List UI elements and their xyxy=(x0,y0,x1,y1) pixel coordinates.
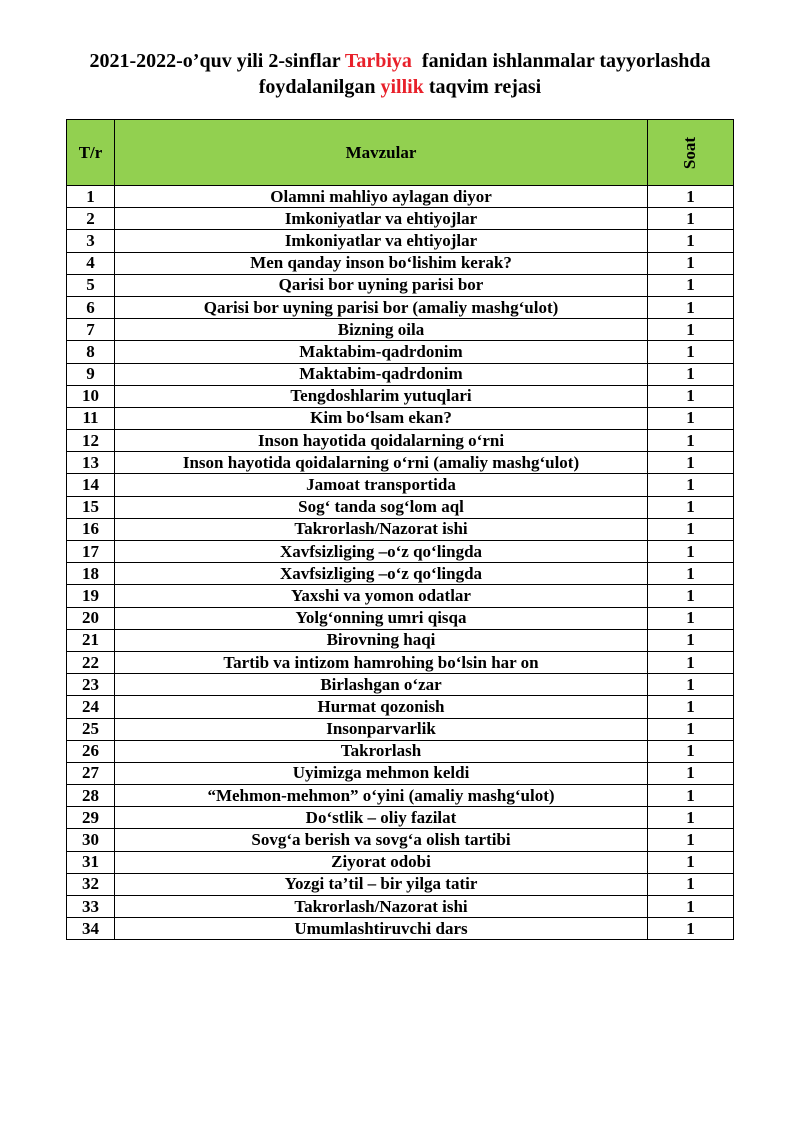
row-topic: Xavfsizliging –o‘z qo‘lingda xyxy=(115,563,648,585)
row-topic: Olamni mahliyo aylagan diyor xyxy=(115,186,648,208)
row-number: 22 xyxy=(67,651,115,673)
row-topic: Hurmat qozonish xyxy=(115,696,648,718)
table-row xyxy=(67,518,734,540)
row-topic: Bizning oila xyxy=(115,319,648,341)
row-topic: Yozgi ta’til – bir yilga tatir xyxy=(115,873,648,895)
table-row xyxy=(67,385,734,407)
table-row xyxy=(67,851,734,873)
row-topic: Xavfsizliging –o‘z qo‘lingda xyxy=(115,541,648,563)
row-hours: 1 xyxy=(648,452,734,474)
row-number: 24 xyxy=(67,696,115,718)
row-topic: Do‘stlik – oliy fazilat xyxy=(115,807,648,829)
table-row xyxy=(67,274,734,296)
table-row xyxy=(67,296,734,318)
row-number: 34 xyxy=(67,918,115,940)
row-number: 7 xyxy=(67,319,115,341)
row-topic: Inson hayotida qoidalarning o‘rni (amaliy mashg‘ulot) xyxy=(115,452,648,474)
table-row xyxy=(67,696,734,718)
row-hours: 1 xyxy=(648,474,734,496)
row-number: 19 xyxy=(67,585,115,607)
title-text: fanidan ishlanmalar tayyorlashda xyxy=(411,50,711,72)
row-hours: 1 xyxy=(648,274,734,296)
row-number: 31 xyxy=(67,851,115,873)
table-row xyxy=(67,585,734,607)
table-row xyxy=(67,541,734,563)
table-row xyxy=(67,896,734,918)
row-hours: 1 xyxy=(648,385,734,407)
title-highlight-subject: Tarbiya xyxy=(344,50,412,72)
table-row xyxy=(67,252,734,274)
row-hours: 1 xyxy=(648,607,734,629)
row-hours: 1 xyxy=(648,696,734,718)
row-number: 21 xyxy=(67,629,115,651)
table-row xyxy=(67,629,734,651)
row-hours: 1 xyxy=(648,807,734,829)
table-row xyxy=(67,607,734,629)
table-row xyxy=(67,762,734,784)
document-title xyxy=(0,48,800,100)
row-topic: Qarisi bor uyning parisi bor (amaliy mashg‘ulot) xyxy=(115,296,648,318)
row-hours: 1 xyxy=(648,674,734,696)
row-number: 27 xyxy=(67,762,115,784)
row-number: 28 xyxy=(67,785,115,807)
row-topic: Insonparvarlik xyxy=(115,718,648,740)
row-topic: Imkoniyatlar va ehtiyojlar xyxy=(115,230,648,252)
row-topic: Maktabim-qadrdonim xyxy=(115,363,648,385)
calendar-plan-table xyxy=(66,119,734,940)
row-hours: 1 xyxy=(648,296,734,318)
table-row xyxy=(67,785,734,807)
table-row xyxy=(67,363,734,385)
table-row xyxy=(67,651,734,673)
table-row xyxy=(67,430,734,452)
row-topic: Yaxshi va yomon odatlar xyxy=(115,585,648,607)
table-row xyxy=(67,496,734,518)
row-hours: 1 xyxy=(648,740,734,762)
table-row xyxy=(67,230,734,252)
row-number: 3 xyxy=(67,230,115,252)
table-row xyxy=(67,474,734,496)
table-row xyxy=(67,319,734,341)
row-topic: Birovning haqi xyxy=(115,629,648,651)
row-topic: “Mehmon-mehmon” o‘yini (amaliy mashg‘ulot) xyxy=(115,785,648,807)
row-hours: 1 xyxy=(648,541,734,563)
row-number: 13 xyxy=(67,452,115,474)
row-topic: Ziyorat odobi xyxy=(115,851,648,873)
row-topic: Sog‘ tanda sog‘lom aql xyxy=(115,496,648,518)
row-hours: 1 xyxy=(648,208,734,230)
row-hours: 1 xyxy=(648,430,734,452)
row-topic: Maktabim-qadrdonim xyxy=(115,341,648,363)
row-number: 2 xyxy=(67,208,115,230)
row-hours: 1 xyxy=(648,851,734,873)
row-topic: Takrorlash/Nazorat ishi xyxy=(115,896,648,918)
row-number: 14 xyxy=(67,474,115,496)
table-header-row xyxy=(67,120,734,186)
table-row xyxy=(67,918,734,940)
title-line-2 xyxy=(0,74,800,100)
table-row xyxy=(67,452,734,474)
row-topic: Sovg‘a berish va sovg‘a olish tartibi xyxy=(115,829,648,851)
row-number: 5 xyxy=(67,274,115,296)
row-number: 6 xyxy=(67,296,115,318)
row-number: 30 xyxy=(67,829,115,851)
title-highlight-yearly: yillik xyxy=(380,76,424,98)
row-hours: 1 xyxy=(648,829,734,851)
row-number: 25 xyxy=(67,718,115,740)
row-topic: Birlashgan o‘zar xyxy=(115,674,648,696)
title-text: foydalanilgan xyxy=(258,76,381,98)
row-number: 16 xyxy=(67,518,115,540)
row-topic: Takrorlash xyxy=(115,740,648,762)
row-topic: Yolg‘onning umri qisqa xyxy=(115,607,648,629)
row-hours: 1 xyxy=(648,563,734,585)
table-row xyxy=(67,807,734,829)
table-row xyxy=(67,186,734,208)
row-topic: Takrorlash/Nazorat ishi xyxy=(115,518,648,540)
row-number: 9 xyxy=(67,363,115,385)
table-row xyxy=(67,563,734,585)
row-hours: 1 xyxy=(648,651,734,673)
row-number: 12 xyxy=(67,430,115,452)
row-hours: 1 xyxy=(648,918,734,940)
row-topic: Jamoat transportida xyxy=(115,474,648,496)
row-hours: 1 xyxy=(648,407,734,429)
row-number: 29 xyxy=(67,807,115,829)
table-row xyxy=(67,740,734,762)
row-topic: Inson hayotida qoidalarning o‘rni xyxy=(115,430,648,452)
row-hours: 1 xyxy=(648,518,734,540)
row-number: 4 xyxy=(67,252,115,274)
row-number: 8 xyxy=(67,341,115,363)
title-line-1 xyxy=(0,48,800,74)
row-hours: 1 xyxy=(648,319,734,341)
header-hours-label: Soat xyxy=(680,136,700,169)
table-row xyxy=(67,674,734,696)
row-hours: 1 xyxy=(648,629,734,651)
row-hours: 1 xyxy=(648,252,734,274)
row-hours: 1 xyxy=(648,896,734,918)
row-hours: 1 xyxy=(648,785,734,807)
table-row xyxy=(67,407,734,429)
row-number: 26 xyxy=(67,740,115,762)
row-number: 17 xyxy=(67,541,115,563)
row-number: 10 xyxy=(67,385,115,407)
row-topic: Tengdoshlarim yutuqlari xyxy=(115,385,648,407)
row-hours: 1 xyxy=(648,341,734,363)
row-number: 23 xyxy=(67,674,115,696)
row-hours: 1 xyxy=(648,762,734,784)
table-row xyxy=(67,829,734,851)
header-hours xyxy=(648,120,734,186)
row-topic: Tartib va intizom hamrohing bo‘lsin har on xyxy=(115,651,648,673)
row-hours: 1 xyxy=(648,363,734,385)
row-number: 33 xyxy=(67,896,115,918)
row-topic: Uyimizga mehmon keldi xyxy=(115,762,648,784)
row-topic: Umumlashtiruvchi dars xyxy=(115,918,648,940)
table-row xyxy=(67,341,734,363)
row-number: 11 xyxy=(67,407,115,429)
table-row xyxy=(67,718,734,740)
row-hours: 1 xyxy=(648,873,734,895)
row-number: 15 xyxy=(67,496,115,518)
row-number: 1 xyxy=(67,186,115,208)
row-topic: Men qanday inson bo‘lishim kerak? xyxy=(115,252,648,274)
title-text: 2021-2022-o’quv yili 2-sinflar xyxy=(89,50,345,72)
row-hours: 1 xyxy=(648,186,734,208)
row-hours: 1 xyxy=(648,230,734,252)
row-topic: Qarisi bor uyning parisi bor xyxy=(115,274,648,296)
row-number: 32 xyxy=(67,873,115,895)
header-topics: Mavzular xyxy=(115,120,648,186)
row-hours: 1 xyxy=(648,718,734,740)
header-number: T/r xyxy=(67,120,115,186)
row-number: 20 xyxy=(67,607,115,629)
row-topic: Imkoniyatlar va ehtiyojlar xyxy=(115,208,648,230)
table-row xyxy=(67,208,734,230)
title-text: taqvim rejasi xyxy=(423,76,542,98)
row-number: 18 xyxy=(67,563,115,585)
row-topic: Kim bo‘lsam ekan? xyxy=(115,407,648,429)
table-row xyxy=(67,873,734,895)
row-hours: 1 xyxy=(648,585,734,607)
row-hours: 1 xyxy=(648,496,734,518)
